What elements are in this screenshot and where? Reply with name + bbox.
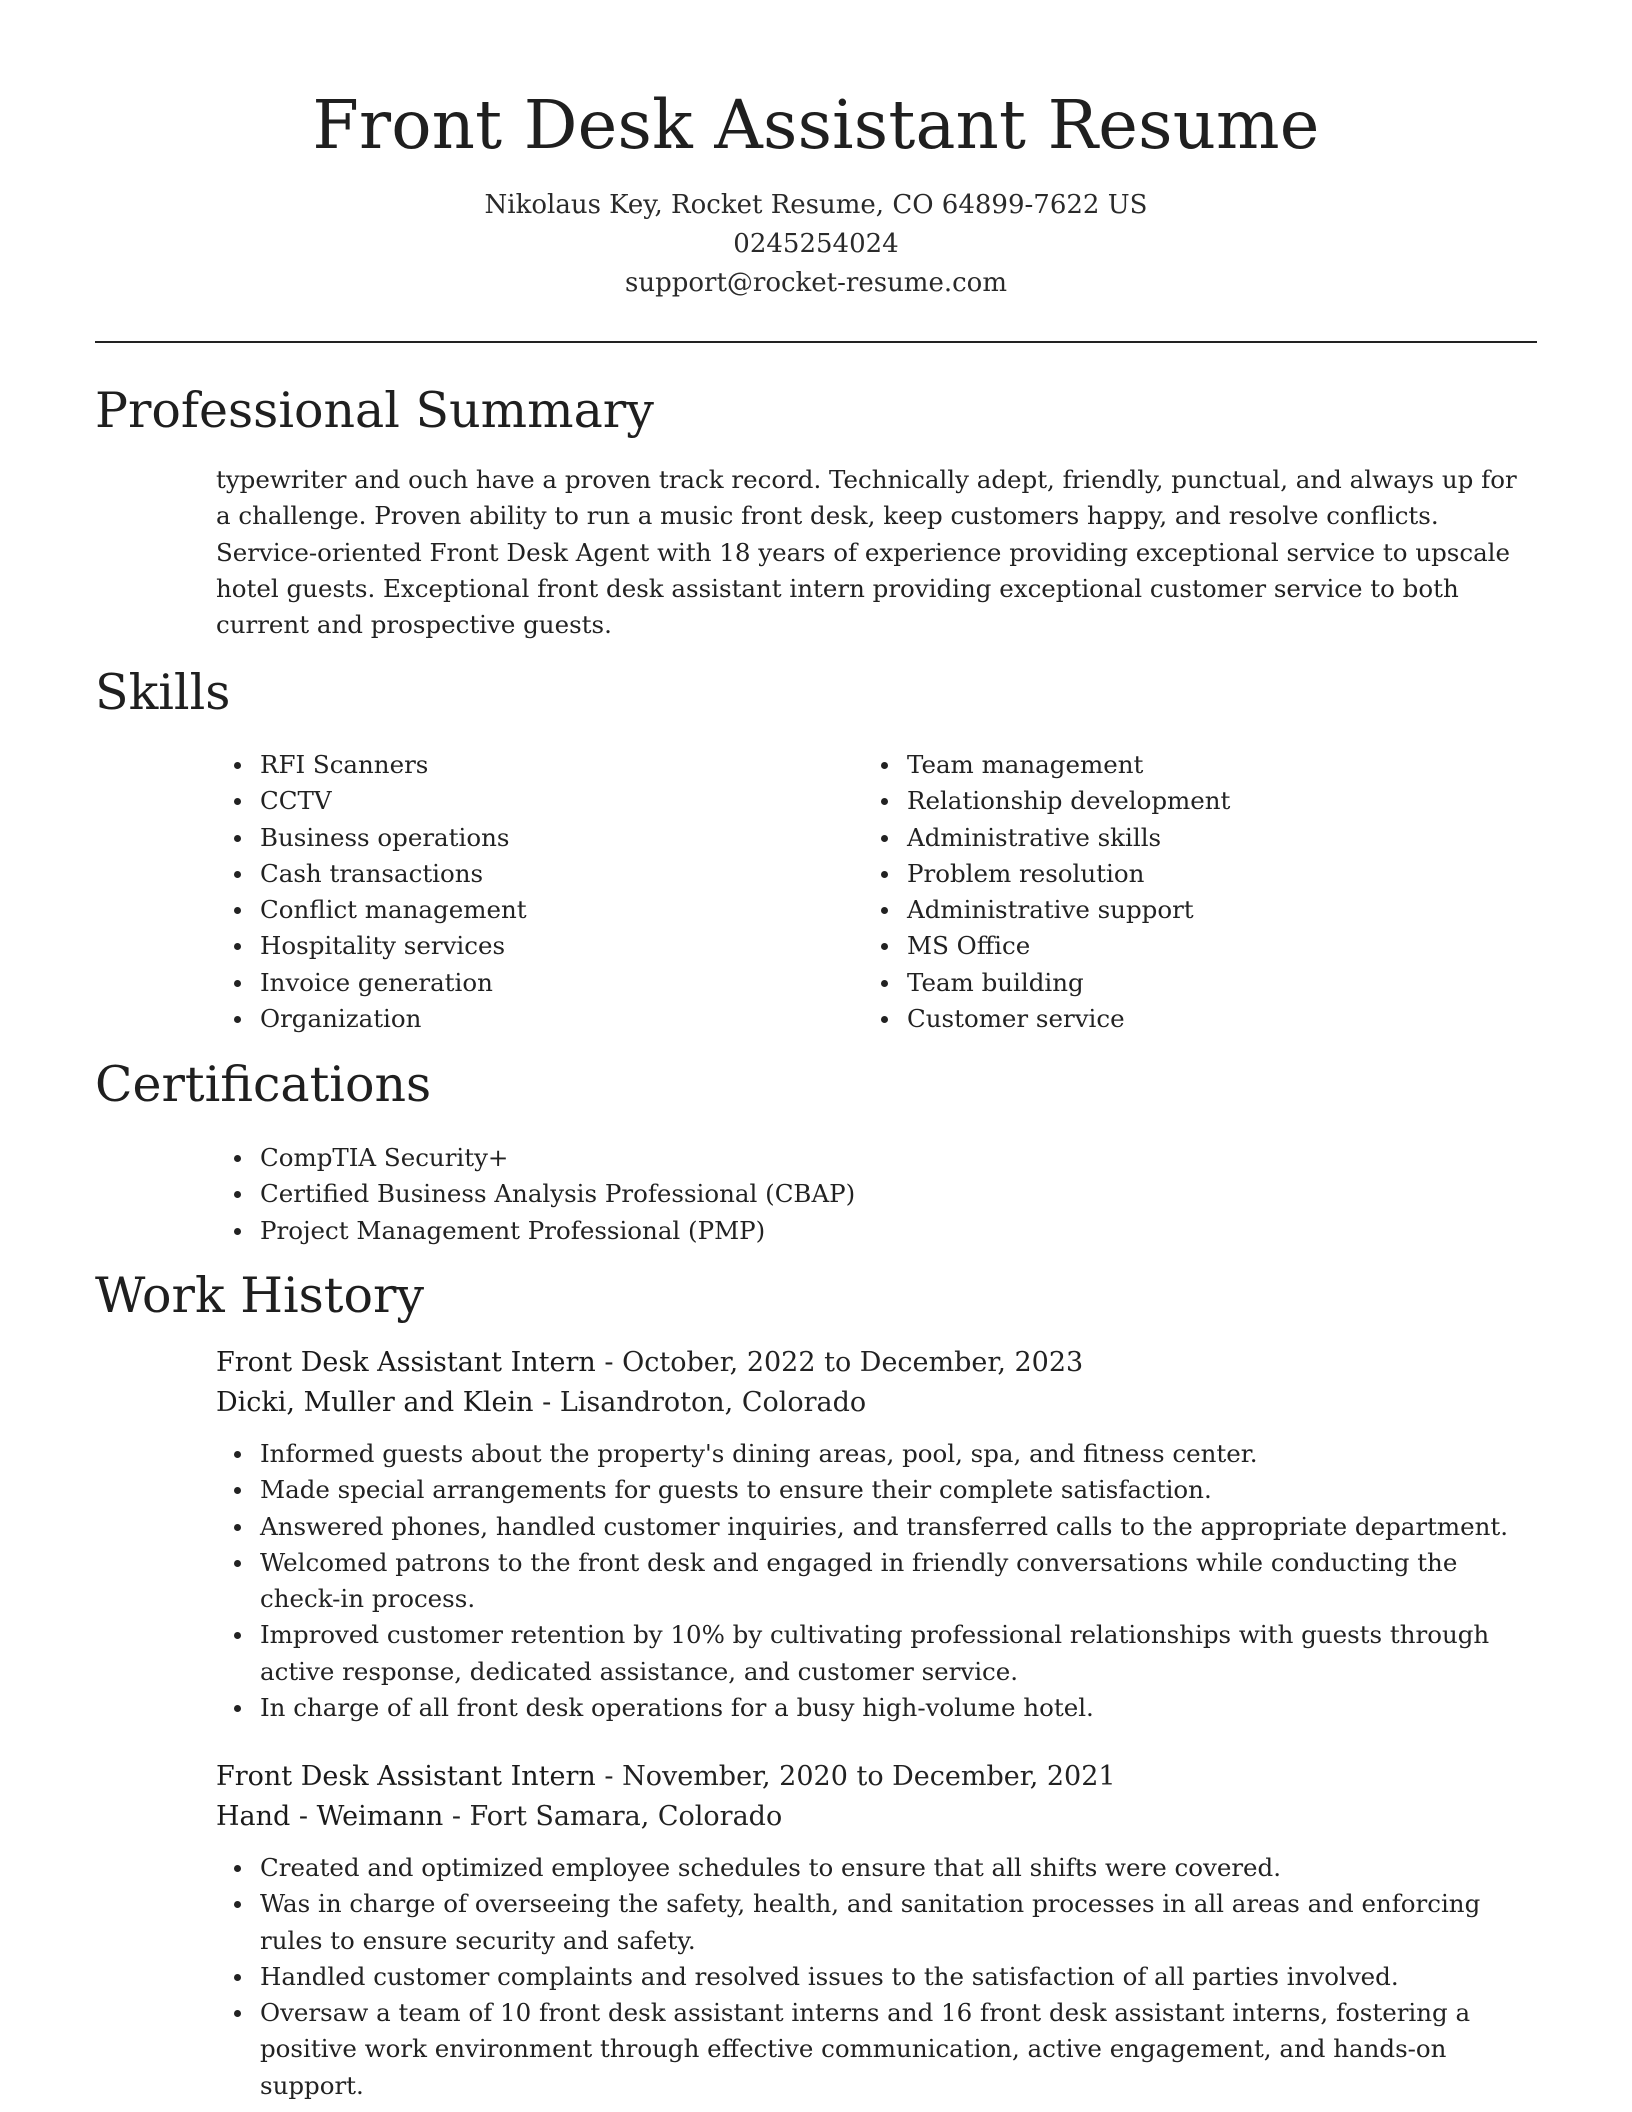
skill-item: Hospitality services [216,928,836,964]
skill-item: Business operations [216,820,836,856]
separator: - [595,1347,623,1378]
work-history-heading: Work History [95,1267,425,1324]
job-duties [216,1850,1538,2104]
skill-item: Customer service [863,1001,1483,1037]
contact-phone: 0245254024 [733,229,899,259]
header-divider [95,341,1537,343]
skill-item: Administrative skills [863,820,1483,856]
job-duty-item: Informed guests about the property's dining areas, pool, spa, and fitness center. [216,1436,1538,1472]
job-duty-item: Welcomed patrons to the front desk and engaged in friendly conversations while conducting the check-in process. [216,1545,1538,1618]
certification-item: Project Management Professional (PMP) [216,1213,1216,1249]
job-company: Hand - Weimann [216,1801,444,1832]
job-duty-item: Made special arrangements for guests to ensure their complete satisfaction. [216,1472,1538,1508]
contact-block [0,186,1632,303]
job-duty-item: Oversaw a team of 10 front desk assistant interns and 16 front desk assistant interns, fostering a positive work environment through effective communication, active engagement, and hands-on support. [216,1995,1538,2104]
certifications-heading: Certifications [95,1056,432,1113]
job-company: Dicki, Muller and Klein [216,1387,534,1418]
skills-column-left [216,747,836,1037]
skill-item: Relationship development [863,783,1483,819]
separator: - [533,1387,560,1418]
job-title: Front Desk Assistant Intern [216,1347,596,1378]
job-duty-item: In charge of all front desk operations for a busy high-volume hotel. [216,1690,1538,1726]
summary-text: typewriter and ouch have a proven track record. Technically adept, friendly, punctual, and always up for a challenge. Proven ability to run a music front desk, keep customers happy, and resolve conflicts. Service-oriented Front Desk Agent with 18 years of experience providing exceptional service to upscale hotel guests. Exceptional front desk assistant intern providing exceptional customer service to both current and prospective guests. [216,465,1517,640]
skills-heading: Skills [95,664,231,721]
job-title-line [216,1757,1538,1797]
skill-item: Cash transactions [216,856,836,892]
job-duty-item: Was in charge of overseeing the safety, health, and sanitation processes in all areas and enforcing rules to ensure security and safety. [216,1886,1538,1959]
job-company-line [216,1383,1538,1423]
job-location: Lisandroton, Colorado [559,1387,867,1418]
skills-column-right [863,747,1483,1037]
job-dates: October, 2022 to December, 2023 [622,1347,1084,1378]
skill-item: Team building [863,965,1483,1001]
skill-item: Administrative support [863,892,1483,928]
resume-header [0,0,1632,303]
certification-item: CompTIA Security+ [216,1140,1216,1176]
job-company-line [216,1797,1538,1837]
skill-item: Problem resolution [863,856,1483,892]
resume-title: Front Desk Assistant Resume [312,86,1320,164]
certifications-list [216,1140,1216,1249]
job-title-line [216,1343,1538,1383]
separator: - [595,1761,623,1792]
certification-item: Certified Business Analysis Professional (CBAP) [216,1176,1216,1212]
job-duty-item: Answered phones, handled customer inquiries, and transferred calls to the appropriate department. [216,1509,1538,1545]
skill-item: RFI Scanners [216,747,836,783]
job-duty-item: Handled customer complaints and resolved issues to the satisfaction of all parties involved. [216,1959,1538,1995]
skill-item: Invoice generation [216,965,836,1001]
job-dates: November, 2020 to December, 2021 [622,1761,1116,1792]
contact-address: Nikolaus Key, Rocket Resume, CO 64899-7622 US [484,190,1148,220]
job-location: Fort Samara, Colorado [469,1801,783,1832]
separator: - [443,1801,470,1832]
skill-item: MS Office [863,928,1483,964]
skill-item: Team management [863,747,1483,783]
skill-item: CCTV [216,783,836,819]
job-duty-item: Improved customer retention by 10% by cultivating professional relationships with guests through active response, dedicated assistance, and customer service. [216,1617,1538,1690]
skill-item: Conflict management [216,892,836,928]
job-entry [216,1757,1538,2104]
contact-email: support@rocket-resume.com [624,268,1007,298]
skill-item: Organization [216,1001,836,1037]
job-duties [216,1436,1538,1726]
summary-heading: Professional Summary [95,382,654,439]
job-title: Front Desk Assistant Intern [216,1761,596,1792]
job-duty-item: Created and optimized employee schedules to ensure that all shifts were covered. [216,1850,1538,1886]
job-entry [216,1343,1538,1726]
